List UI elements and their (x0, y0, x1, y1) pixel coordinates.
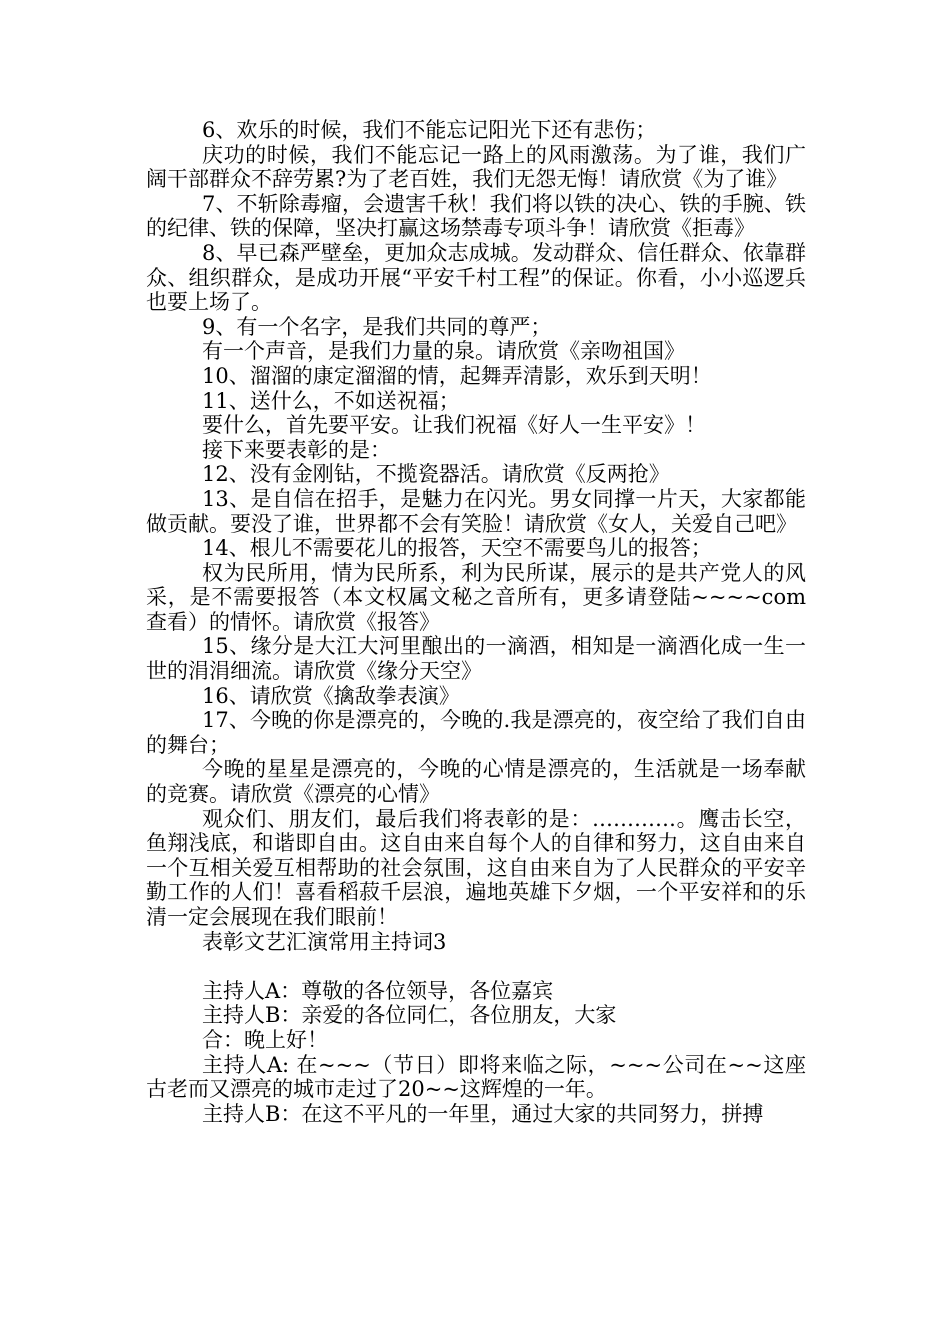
paragraph-6: 有一个声音，是我们力量的泉。请欣赏《亲吻祖国》 (202, 339, 685, 364)
paragraph-11: 12、没有金刚钻，不揽瓷器活。请欣赏《反两抢》 (202, 462, 670, 487)
host-line-1: 主持人A：尊敬的各位领导，各位嘉宾 (202, 978, 554, 1003)
host-line-5: 主持人B：在这不平凡的一年里，通过大家的共同努力，拼搏 (202, 1101, 764, 1126)
paragraph-8: 11、送什么，不如送祝福； (202, 388, 460, 413)
paragraph-1: 6、欢乐的时候，我们不能忘记阳光下还有悲伤； (202, 118, 657, 142)
paragraph-13: 14、根儿不需要花儿的报答，天空不需要鸟儿的报答； (202, 536, 712, 561)
host-line-2: 主持人B：亲爱的各位同仁，各位朋友，大家 (202, 1003, 617, 1028)
paragraph-17: 17、今晚的你是漂亮的，今晚的.我是漂亮的，夜空给了我们自由的舞台； (146, 708, 806, 757)
paragraph-18: 今晚的星星是漂亮的，今晚的心情是漂亮的，生活就是一场奉献的竞赛。请欣赏《漂亮的心情》 (146, 757, 806, 807)
document-body (146, 118, 806, 1126)
blank-line (146, 954, 806, 979)
paragraph-10: 接下来要表彰的是： (202, 437, 391, 462)
section-heading: 表彰文艺汇演常用主持词3 (202, 929, 447, 954)
paragraph-15: 15、缘分是大江大河里酿出的一滴酒，相知是一滴酒化成一生一世的涓涓细流。请欣赏《缘分天空》 (146, 634, 806, 684)
paragraph-12: 13、是自信在招手，是魅力在闪光。男女同撑一片天，大家都能做贡献。要没了谁，世界都不会有笑脸！请欣赏《女人，关爱自己吧》 (146, 486, 806, 536)
paragraph-3: 7、不斩除毒瘤，会遗害千秋！我们将以铁的决心、铁的手腕、铁的纪律、铁的保障，坚决打赢这场禁毒专项斗争！请欣赏《拒毒》 (146, 191, 806, 241)
paragraph-5: 9、有一个名字，是我们共同的尊严； (202, 314, 552, 339)
host-line-4: 主持人A: 在~~~（节日）即将来临之际，~~~公司在~~这座古老而又漂亮的城市走过了20~~这辉煌的一年。 (146, 1052, 806, 1102)
paragraph-2: 庆功的时候，我们不能忘记一路上的风雨激荡。为了谁，我们广阔干部群众不辞劳累?为了老百姓，我们无怨无悔！请欣赏《为了谁》 (146, 142, 806, 192)
paragraph-14: 权为民所用，情为民所系，利为民所谋，展示的是共产党人的风采，是不需要报答（本文权属文秘之音所有，更多请登陆~~~~com查看）的情怀。请欣赏《报答》 (146, 560, 806, 634)
paragraph-7: 10、溜溜的康定溜溜的情，起舞弄清影，欢乐到天明！ (202, 363, 712, 388)
paragraph-19: 观众们、朋友们，最后我们将表彰的是：…………。鹰击长空，鱼翔浅底，和谐即自由。这自由来自每个人的自律和努力，这自由来自一个互相关爱互相帮助的社会氛围，这自由来自为了人民群众的平安辛勤工作的人们！喜看稻菽千层浪，遍地英雄下夕烟，一个平安祥和的乐清一定会展现在我们眼前！ (146, 806, 806, 929)
paragraph-9: 要什么，首先要平安。让我们祝福《好人一生平安》！ (202, 413, 706, 438)
paragraph-4: 8、早已森严壁垒，更加众志成城。发动群众、信任群众、依靠群众、组织群众，是成功开展“平安千村工程”的保证。你看，小小巡逻兵也要上场了。 (146, 240, 806, 315)
host-line-3: 合：晚上好！ (202, 1027, 328, 1052)
paragraph-16: 16、请欣赏《擒敌拳表演》 (202, 683, 460, 708)
